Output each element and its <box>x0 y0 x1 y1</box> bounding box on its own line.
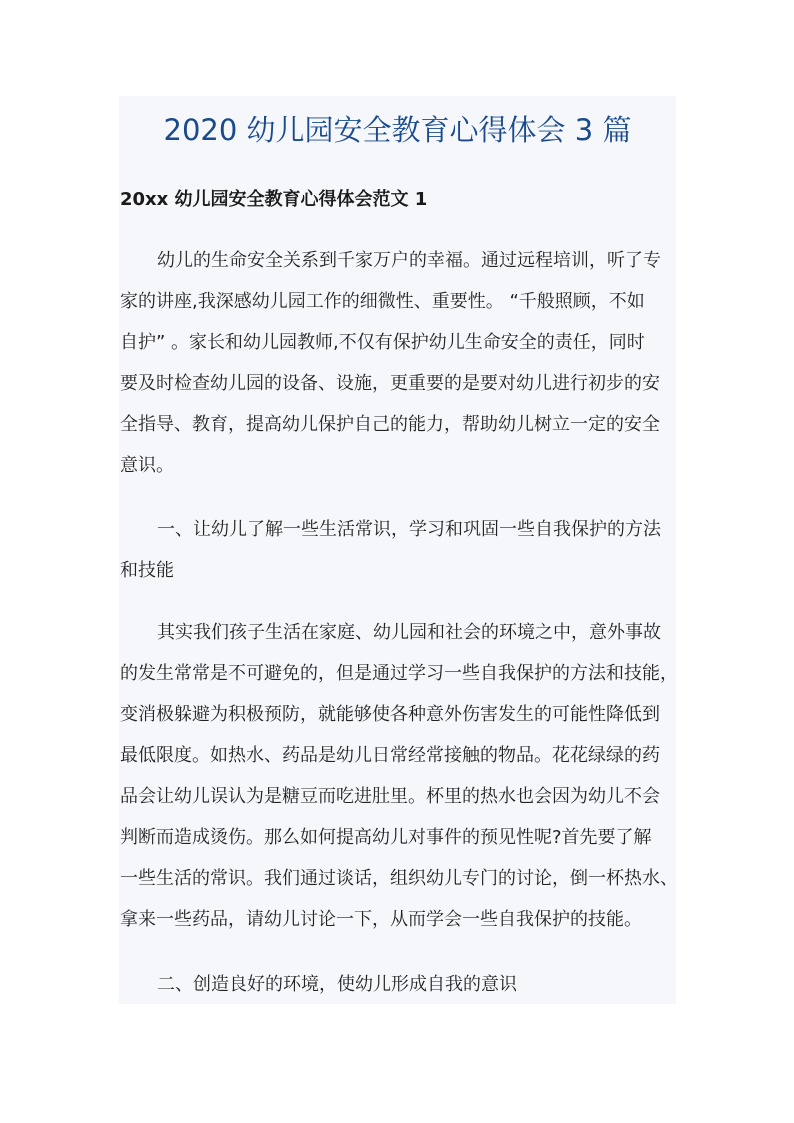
paragraph-line: 品会让幼儿误认为是糖豆而吃进肚里。杯里的热水也会因为幼儿不会 <box>120 786 660 807</box>
paragraph-point-one-body <box>120 612 680 940</box>
paragraph-line: 一、让幼儿了解一些生活常识，学习和巩固一些自我保护的方法 <box>157 519 661 540</box>
document-title: 2020 幼儿园安全教育心得体会 3 篇 <box>163 113 632 147</box>
paragraph-line: 变消极躲避为积极预防，就能够使各种意外伤害发生的可能性降低到 <box>120 704 660 725</box>
paragraph-line: 意识。 <box>120 455 174 476</box>
paragraph-line: 家的讲座,我深感幼儿园工作的细微性、重要性。 “千般照顾，不如 <box>120 291 645 312</box>
paragraph-line: 和技能 <box>120 560 174 581</box>
paragraph-line: 的发生常常是不可避免的，但是通过学习一些自我保护的方法和技能， <box>120 663 678 684</box>
paragraph-line: 最低限度。如热水、药品是幼儿日常经常接触的物品。花花绿绿的药 <box>120 745 660 766</box>
paragraph-line: 一些生活的常识。我们通过谈话，组织幼儿专门的讨论，倒一杯热水、 <box>120 868 678 889</box>
paragraph-line: 其实我们孩子生活在家庭、幼儿园和社会的环境之中，意外事故 <box>157 622 661 643</box>
paragraph-point-one <box>120 509 680 591</box>
paragraph-line: 二、创造良好的环境，使幼儿形成自我的意识 <box>157 974 517 995</box>
paragraph-line: 自护” 。家长和幼儿园教师,不仅有保护幼儿生命安全的责任，同时 <box>120 332 645 353</box>
paragraph-line: 要及时检查幼儿园的设备、设施，更重要的是要对幼儿进行初步的安 <box>120 373 660 394</box>
section-heading: 20xx 幼儿园安全教育心得体会范文 1 <box>120 189 428 210</box>
paragraph-intro <box>120 240 680 486</box>
paragraph-line: 幼儿的生命安全关系到千家万户的幸福。通过远程培训，听了专 <box>157 250 661 271</box>
paragraph-point-two <box>120 964 680 1005</box>
paragraph-line: 拿来一些药品，请幼儿讨论一下，从而学会一些自我保护的技能。 <box>120 909 642 930</box>
paragraph-line: 全指导、教育，提高幼儿保护自己的能力，帮助幼儿树立一定的安全 <box>120 414 660 435</box>
paragraph-line: 判断而造成烫伤。那么如何提高幼儿对事件的预见性呢?首先要了解 <box>120 827 652 848</box>
